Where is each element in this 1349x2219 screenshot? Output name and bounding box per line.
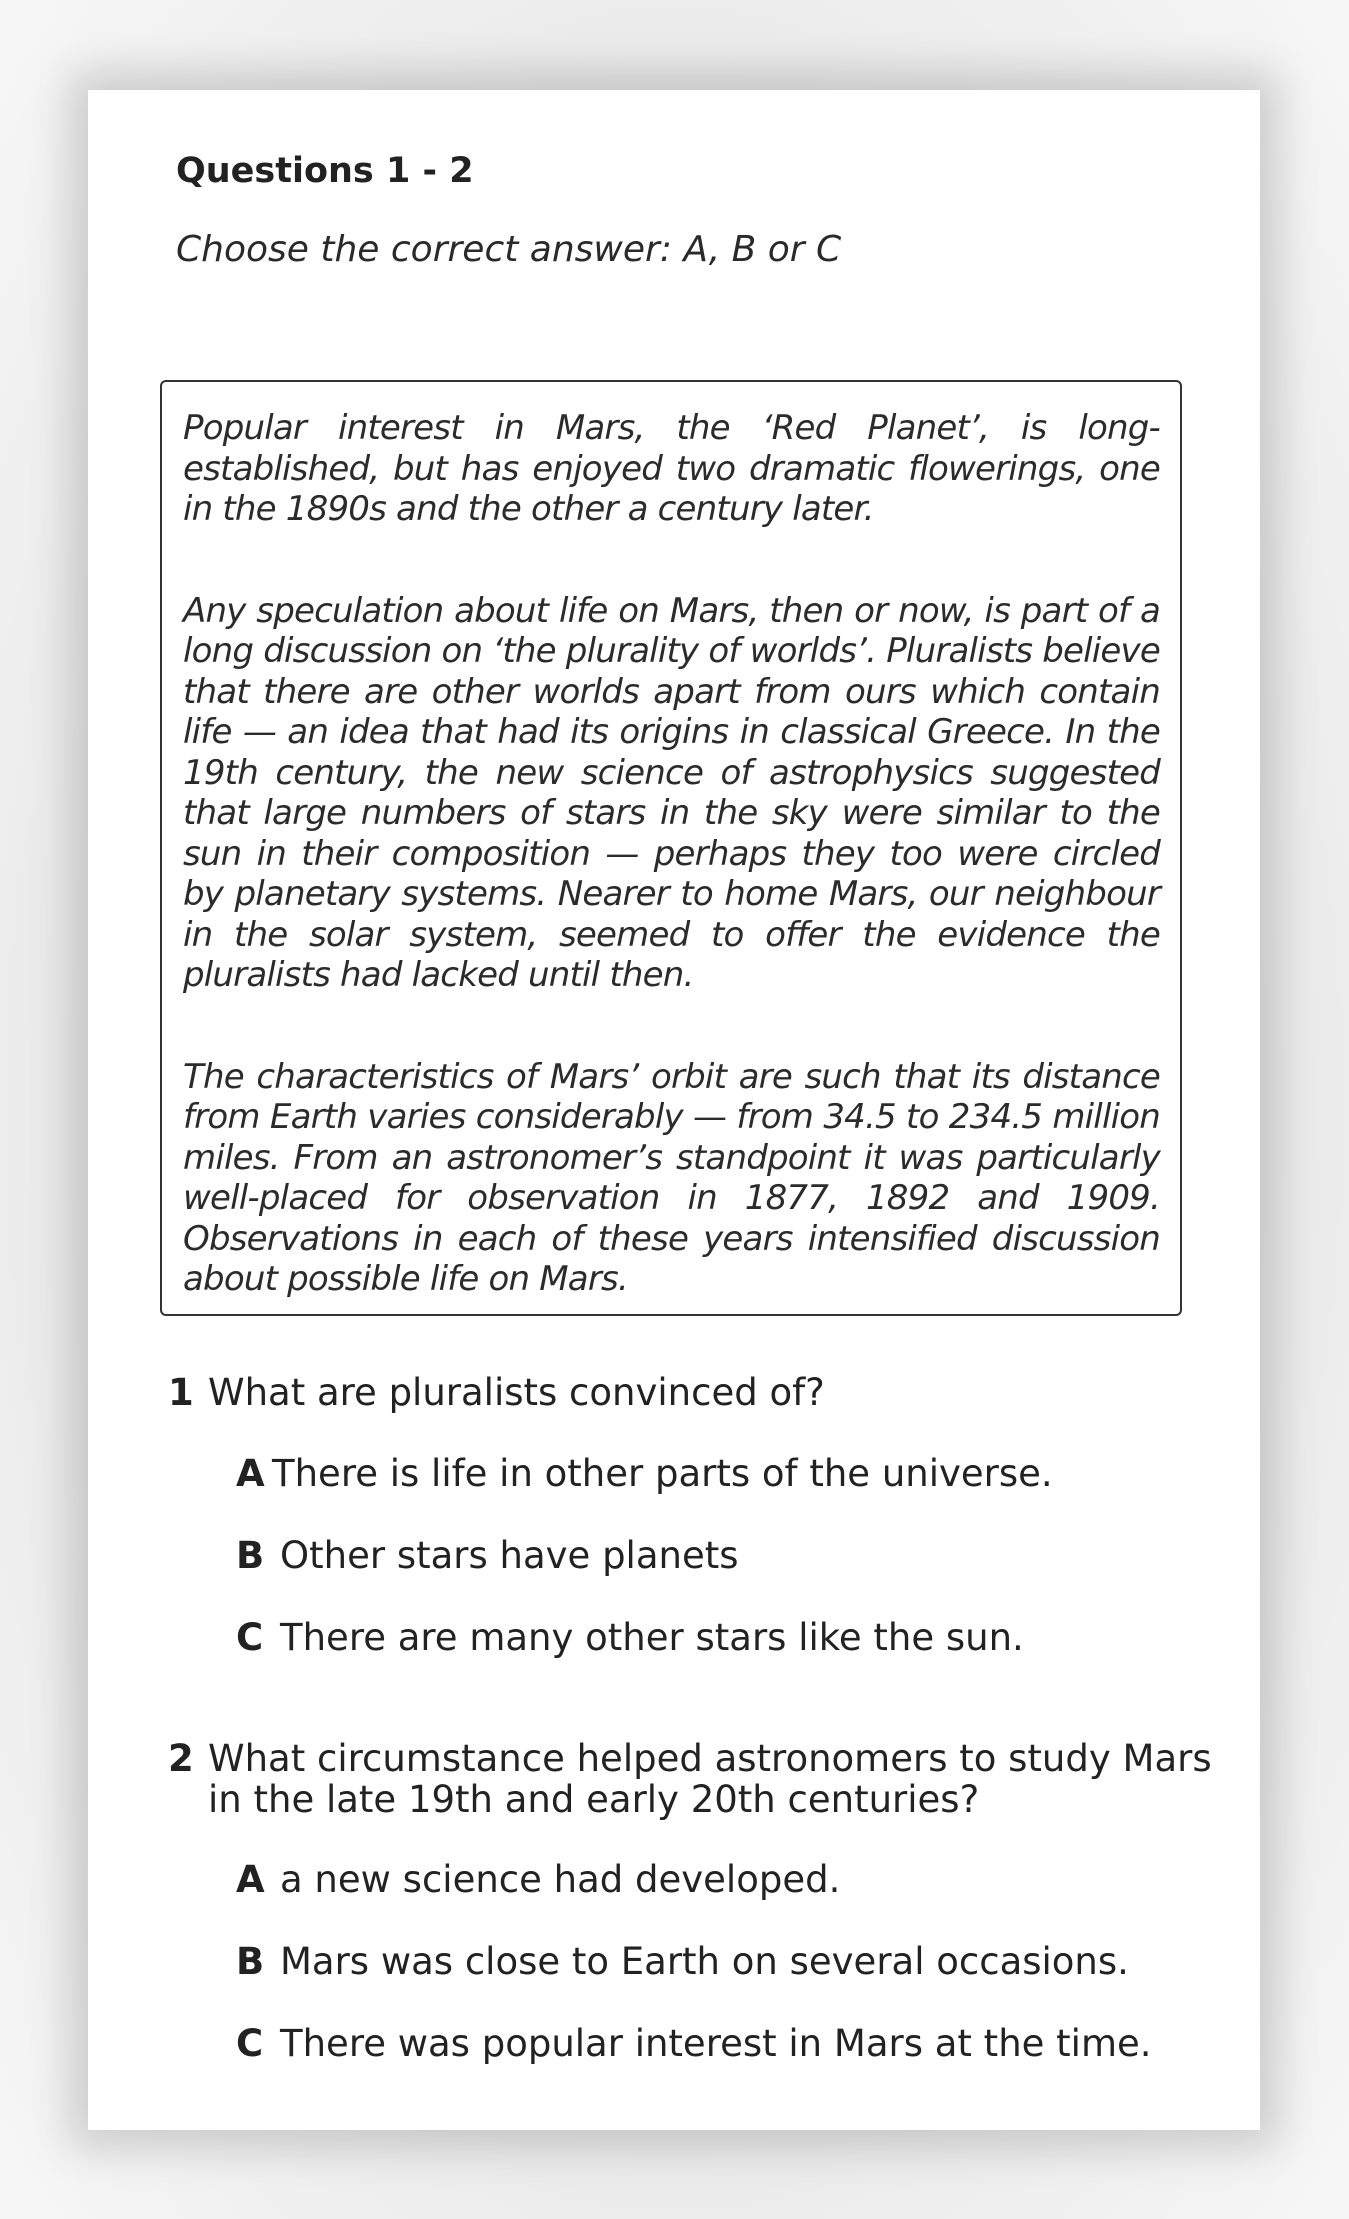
option-letter: B — [236, 1534, 265, 1577]
option-text: a new science had developed. — [280, 1858, 841, 1901]
question-stem — [168, 1372, 1248, 1413]
option-text: Mars was close to Earth on several occasions. — [280, 1940, 1129, 1983]
answer-option-b[interactable] — [236, 1940, 1248, 1984]
option-letter: A — [236, 1452, 265, 1495]
question-text: What circumstance helped astronomers to study Mars in the late 19th and early 20th centuries? — [208, 1737, 1212, 1821]
question-2 — [168, 1738, 1248, 2066]
question-stem — [168, 1738, 1248, 1820]
option-text: There are many other stars like the sun. — [280, 1616, 1024, 1659]
answer-option-b[interactable] — [236, 1534, 1248, 1578]
option-letter: A — [236, 1858, 265, 1901]
question-1 — [168, 1372, 1248, 1660]
answer-option-c[interactable] — [236, 1616, 1248, 1660]
option-letter: C — [236, 2022, 264, 2065]
question-text: What are pluralists convinced of? — [208, 1371, 825, 1414]
passage-paragraph: Popular interest in Mars, the ‘Red Planet’, is long-established, but has enjoyed two dramatic flowerings, one in the 1890s and the other a century later. — [183, 408, 1160, 529]
section-title: Questions 1 - 2 — [176, 151, 474, 191]
question-number: 1 — [168, 1371, 194, 1414]
passage-paragraph: Any speculation about life on Mars, then or now, is part of a long discussion on ‘the plurality of worlds’. Pluralists believe that there are other worlds apart from ours which contain life — an idea that had its origins in classical Greece. In the 19th century, the new science of astrophysics suggested that large numbers of stars in the sky were similar to the sun in their composition — perhaps they too were circled by planetary systems. Nearer to home Mars, our neighbour in the solar system, seemed to offer the evidence the pluralists had lacked until then. — [183, 590, 1160, 995]
option-letter: B — [236, 1940, 265, 1983]
answer-option-a[interactable] — [236, 1858, 1248, 1902]
answer-option-c[interactable] — [236, 2022, 1248, 2066]
question-sheet — [88, 90, 1260, 2130]
option-letter: C — [236, 1616, 264, 1659]
option-text: There is life in other parts of the universe. — [272, 1452, 1053, 1495]
reading-passage-box — [160, 380, 1182, 1316]
instruction-text: Choose the correct answer: A, B or C — [176, 229, 842, 270]
passage-paragraph: The characteristics of Mars’ orbit are such that its distance from Earth varies considerably — from 34.5 to 234.5 million miles. From an astronomer’s standpoint it was particularly well-placed for observation in 1877, 1892 and 1909. Observations in each of these years intensified discussion about possible life on Mars. — [183, 1056, 1160, 1299]
question-number: 2 — [168, 1737, 194, 1780]
option-text: There was popular interest in Mars at the time. — [280, 2022, 1152, 2065]
answer-option-a[interactable] — [236, 1452, 1248, 1496]
option-text: Other stars have planets — [280, 1534, 739, 1577]
